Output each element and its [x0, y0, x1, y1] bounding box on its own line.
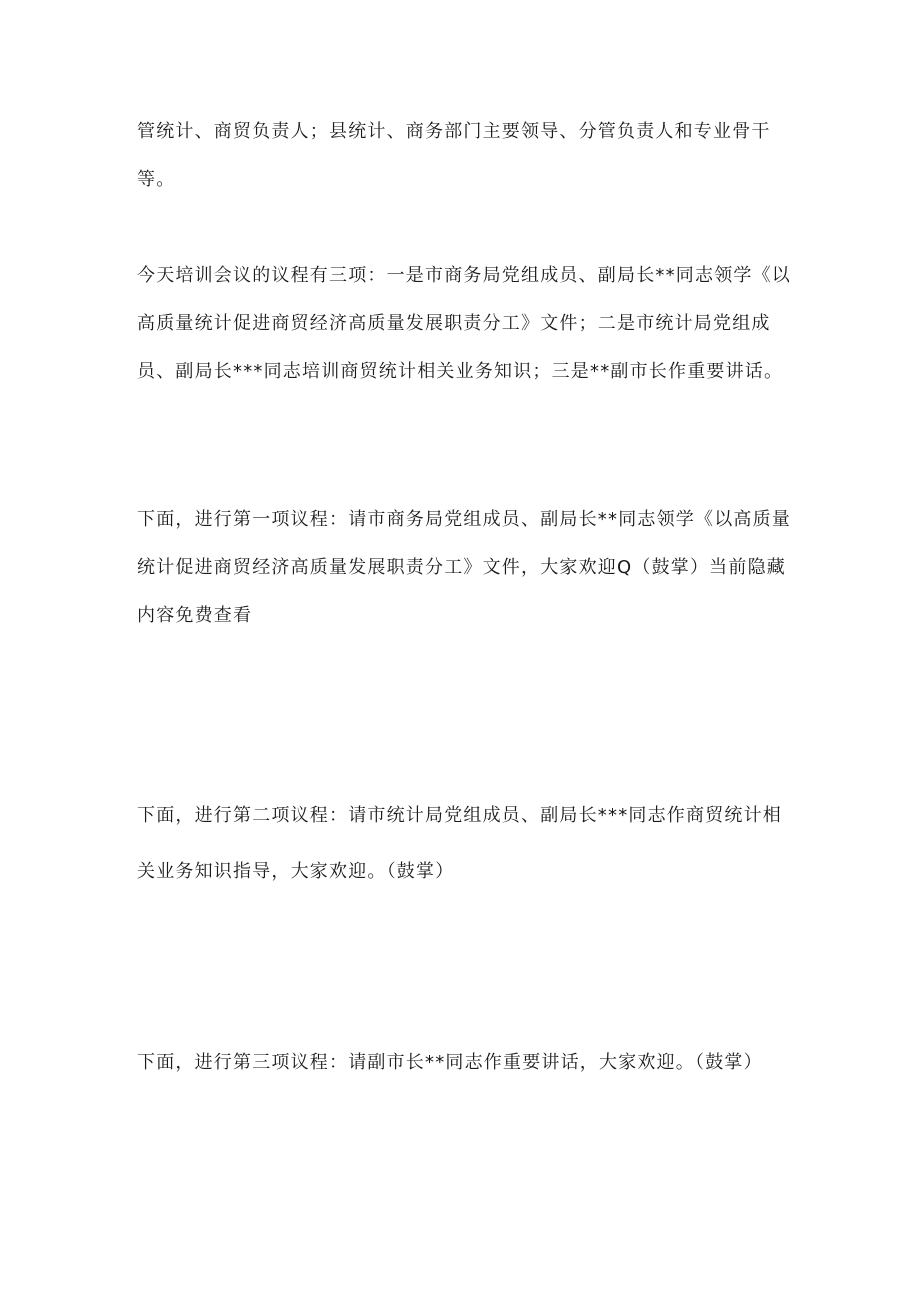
paragraph-agenda-overview: 今天培训会议的议程有三项：一是市商务局党组成员、副局长**同志领学《以高质量统计促进商贸经济高质量发展职责分工》文件；二是市统计局党组成员、副局长***同志培训商贸统计相关业务知识；三是**副市长作重要讲话。	[137, 265, 791, 382]
paragraph-agenda-item-3: 下面，进行第三项议程：请副市长**同志作重要讲话，大家欢迎。（鼓掌）	[137, 1052, 763, 1073]
paragraph-agenda-item-1: 下面，进行第一项议程：请市商务局党组成员、副局长**同志领学《以高质量统计促进商贸经济高质量发展职责分工》文件，大家欢迎Q（鼓掌）当前隐藏内容免费查看	[137, 509, 791, 626]
paragraph-attendees: 管统计、商贸负责人；县统计、商务部门主要领导、分管负责人和专业骨干等。	[137, 121, 771, 190]
paragraph-agenda-item-2: 下面，进行第二项议程：请市统计局党组成员、副局长***同志作商贸统计相关业务知识指导，大家欢迎。（鼓掌）	[137, 805, 782, 882]
